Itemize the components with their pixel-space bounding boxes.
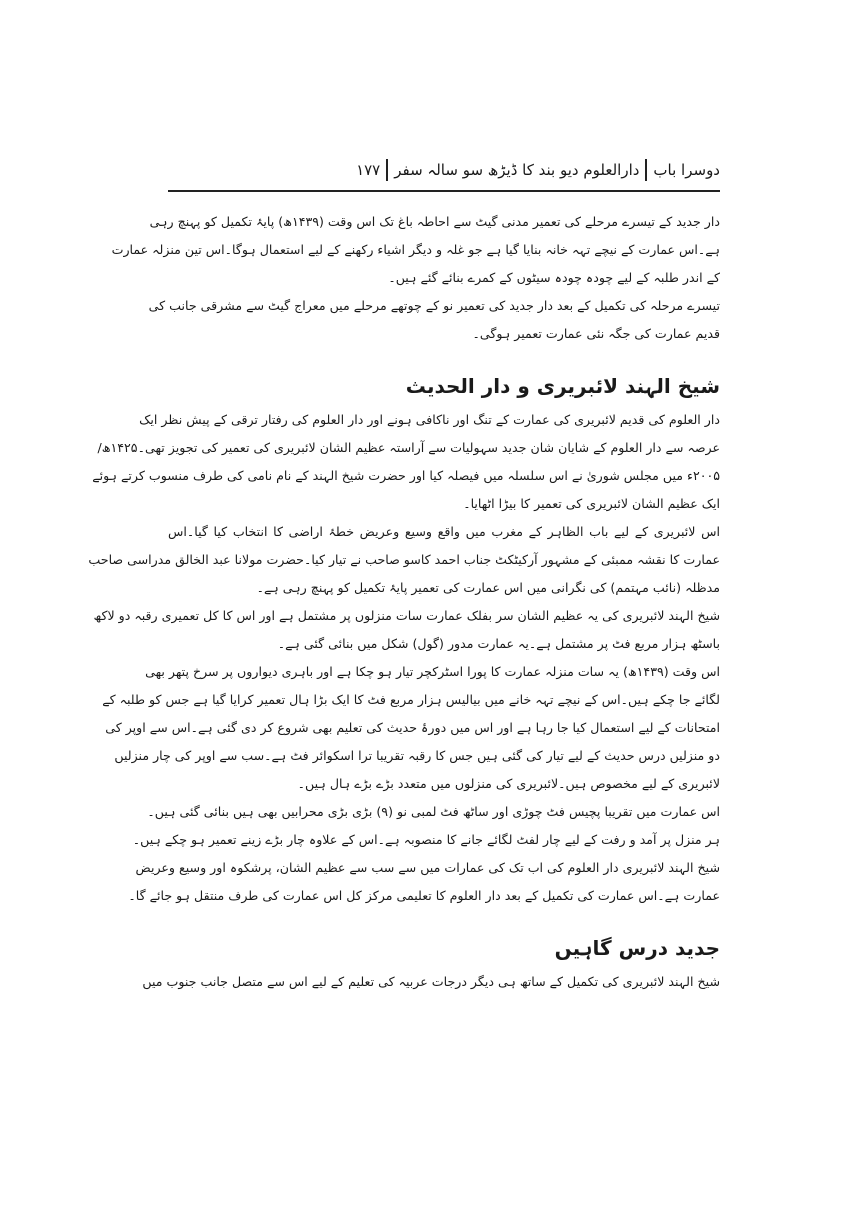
- text-line: مدظلہ (نائب مہتمم) کی نگرانی میں اس عمارت کی تعمیر پایۂ تکمیل کو پہنچ رہی ہے۔: [256, 580, 720, 595]
- header-rule: [168, 190, 720, 192]
- spacer: [168, 910, 720, 928]
- text-line: شیخ الہند لائبریری دار العلوم کی اب تک کی عمارات میں سے سب سے عظیم الشان، پرشکوہ اور وسیع وعریض: [135, 860, 720, 875]
- paragraph: [132, 798, 720, 854]
- paragraph: [88, 518, 720, 602]
- paragraph: [111, 208, 720, 292]
- text-line: دو منزلیں درس حدیث کے لیے تیار کی گئی ہیں جس کا رقبہ تقریبا ترا اسکوائر فٹ ہے۔سب سے اوپر کی چار منزلیں: [114, 748, 720, 763]
- chapter-label: دوسرا باب: [653, 161, 720, 179]
- paragraph: [93, 602, 720, 658]
- section-heading: شیخ الہند لائبریری و دار الحدیث: [405, 374, 720, 398]
- page-body: [88, 208, 720, 1168]
- text-line: دار العلوم کی قدیم لائبریری کی عمارت کے تنگ اور ناکافی ہونے اور دار العلوم کی رفتار ترقی کے پیش نظر ایک: [139, 412, 720, 427]
- spacer: [168, 348, 720, 366]
- text-line: عمارت کا نقشہ ممبئی کے مشہور آرکیٹکٹ جناب احمد کاسو صاحب نے تیار کیا۔حضرت مولانا عبد الخالق مدراسی صاحب: [88, 552, 720, 567]
- text-line: شیخ الہند لائبریری کی یہ عظیم الشان سر بفلک عمارت سات منزلوں پر مشتمل ہے اور اس کا کل تعمیری رقبہ دو لاکھ: [93, 608, 720, 623]
- text-line: ۲۰۰۵ء میں مجلس شوریٰ نے اس سلسلہ میں فیصلہ کیا اور حضرت شیخ الہند کے نام نامی کی طرف منسوب کرتے ہوئے: [92, 468, 720, 483]
- paragraph: [92, 406, 720, 518]
- text-line: عمارت ہے۔اس عمارت کی تکمیل کے بعد دار العلوم کا تعلیمی مرکز کل اس عمارت کی طرف منتقل ہو جائے گا۔: [128, 888, 720, 903]
- text-line: تیسرے مرحلہ کی تکمیل کے بعد دار جدید کی تعمیر نو کے چوتھے مرحلے میں معراج گیٹ سے مشرقی جانب کی: [148, 298, 720, 313]
- text-line: اس عمارت میں تقریبا پچیس فٹ چوڑی اور ساٹھ فٹ لمبی نو (۹) بڑی بڑی محرابیں بھی ہیں بنائی گئی ہیں۔: [147, 804, 720, 819]
- header-separator: [645, 159, 647, 181]
- text-line: عرصہ سے دار العلوم کے شایان شان جدید سہولیات سے آراستہ عظیم الشان لائبریری کی تعمیر کی تجویز تھی۔۱۴۲۵ھ/: [97, 440, 720, 455]
- text-line: اس وقت (۱۴۳۹ھ) یہ سات منزلہ عمارت کا پورا اسٹرکچر تیار ہو چکا ہے اور باہری دیواروں پر سرخ پتھر بھی: [145, 664, 720, 679]
- book-title: دارالعلوم دیو بند کا ڈیڑھ سو سالہ سفر: [394, 161, 640, 179]
- page-number: ۱۷۷: [356, 161, 381, 179]
- section-classrooms: [142, 928, 720, 996]
- header-separator: [386, 159, 388, 181]
- paragraph: [102, 658, 720, 798]
- paragraph: [128, 854, 720, 910]
- text-line: ہے۔اس عمارت کے نیچے تہہ خانہ بنایا گیا ہے جو غلہ و دیگر اشیاء رکھنے کے لیے استعمال ہوگا۔اس تین منزلہ عمارت: [111, 242, 720, 257]
- running-header: [168, 152, 720, 188]
- text-line: قدیم عمارت کی جگہ نئی عمارت تعمیر ہوگی۔: [472, 326, 720, 341]
- text-line: اس لائبریری کے لیے باب الظاہر کے مغرب میں واقع وسیع وعریض خطۂ اراضی کا انتخاب کیا گیا۔اس: [168, 524, 720, 539]
- paragraph: [142, 968, 720, 996]
- text-line: ہر منزل پر آمد و رفت کے لیے چار لفٹ لگائے جانے کا منصوبہ ہے۔اس کے علاوہ چار بڑے زینے تعمیر ہو چکے ہیں۔: [132, 832, 720, 847]
- section-heading: جدید درس گاہیں: [554, 936, 720, 960]
- text-line: باسٹھ ہزار مربع فٹ پر مشتمل ہے۔یہ عمارت مدور (گول) شکل میں بنائی گئی ہے۔: [277, 636, 720, 651]
- text-line: امتحانات کے لیے استعمال کیا جا رہا ہے اور اس میں دورۂ حدیث کی تعلیم بھی شروع کر دی گئی ہے۔اس سے اوپر کی: [105, 720, 720, 735]
- text-line: کے اندر طلبہ کے لیے چودہ چودہ سیٹوں کے کمرے بنائے گئے ہیں۔: [388, 270, 720, 285]
- text-line: دار جدید کے تیسرے مرحلے کی تعمیر مدنی گیٹ سے احاطہ باغ تک اس وقت (۱۴۳۹ھ) پایۂ تکمیل کو پہنچ رہی: [149, 214, 720, 229]
- text-line: ایک عظیم الشان لائبریری کی تعمیر کا بیڑا اٹھایا۔: [463, 496, 720, 511]
- text-line: لگائے جا چکے ہیں۔اس کے نیچے تہہ خانے میں بیالیس ہزار مربع فٹ کا ایک بڑا ہال تعمیر کرایا گیا ہے جس کو طلبہ کے: [102, 692, 720, 707]
- paragraph: [148, 292, 720, 348]
- text-line: لائبریری کے لیے مخصوص ہیں۔لائبریری کی منزلوں میں متعدد بڑے بڑے ہال ہیں۔: [297, 776, 720, 791]
- text-line: شیخ الہند لائبریری کی تکمیل کے ساتھ ہی دیگر درجات عربیہ کی تعلیم کے لیے اس سے متصل جانب جنوب میں: [142, 974, 720, 989]
- section-library: [88, 366, 720, 910]
